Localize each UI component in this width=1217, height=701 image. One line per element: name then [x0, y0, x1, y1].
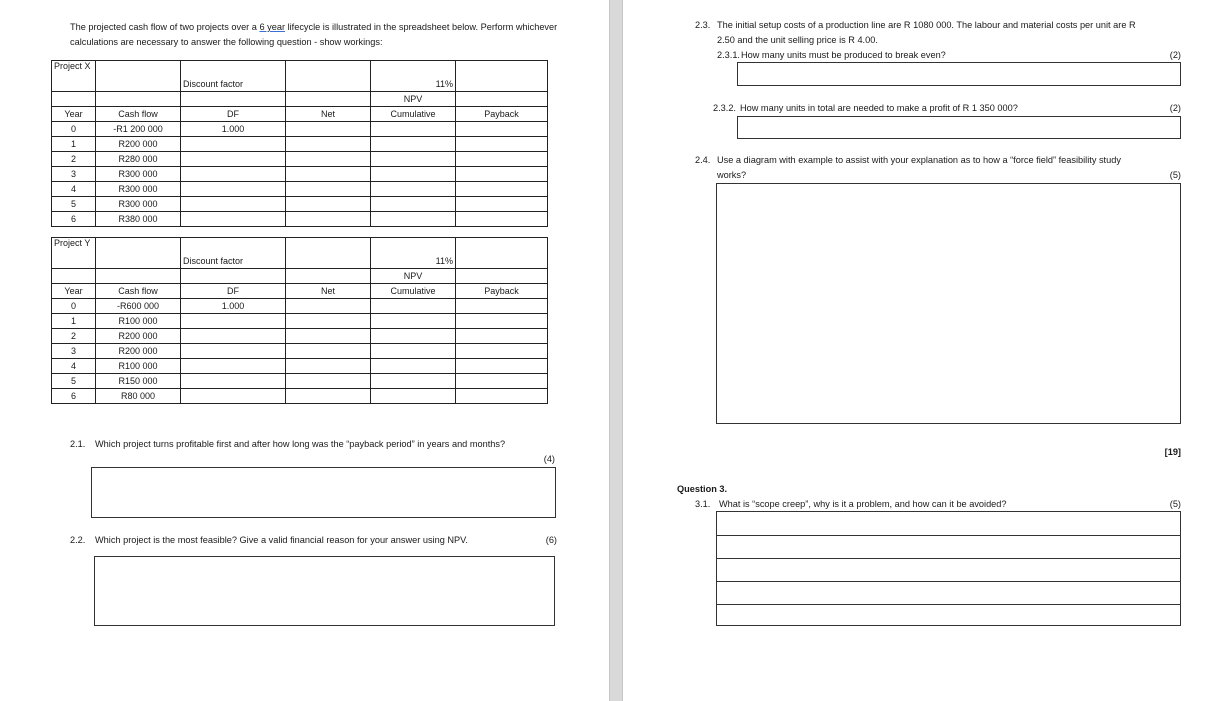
- cumulative-cell[interactable]: [371, 167, 456, 182]
- cumulative-cell[interactable]: [371, 299, 456, 314]
- year-cell: 0: [52, 299, 96, 314]
- project-x-label: Project X: [52, 61, 96, 92]
- net-cell[interactable]: [286, 212, 371, 227]
- table-row: [52, 344, 548, 359]
- q2-3-2-marks: (2): [1169, 103, 1181, 113]
- table-cell[interactable]: [286, 269, 371, 284]
- year-cell: 6: [52, 212, 96, 227]
- df-cell[interactable]: 1.000: [181, 122, 286, 137]
- df-cell[interactable]: [181, 329, 286, 344]
- project-y-table: [51, 237, 548, 404]
- year-cell: 3: [52, 344, 96, 359]
- table-cell[interactable]: [456, 92, 548, 107]
- table-cell[interactable]: [181, 269, 286, 284]
- payback-cell[interactable]: [456, 329, 548, 344]
- cumulative-cell[interactable]: [371, 212, 456, 227]
- intro-after: lifecycle is illustrated in the spreadsheet below. Perform whichever calculations are necessary to answer the following question - show workings:: [70, 22, 558, 47]
- q2-3-2-answer-box[interactable]: [737, 116, 1181, 139]
- cash-flow-cell: R80 000: [96, 389, 181, 404]
- col-year: Year: [52, 107, 96, 122]
- col-cumulative: Cumulative: [371, 107, 456, 122]
- table-row: [52, 137, 548, 152]
- payback-cell[interactable]: [456, 167, 548, 182]
- table-row: [52, 212, 548, 227]
- project-y-npv-label: NPV: [371, 269, 456, 284]
- project-y-rate: 11%: [371, 238, 456, 269]
- q2-4-number: 2.4.: [695, 155, 711, 165]
- table-row: [52, 152, 548, 167]
- q3-1-number: 3.1.: [695, 499, 711, 509]
- df-cell[interactable]: [181, 197, 286, 212]
- df-cell[interactable]: [181, 137, 286, 152]
- cash-flow-cell: R280 000: [96, 152, 181, 167]
- q2-2-number: 2.2.: [70, 535, 86, 545]
- col-cumulative: Cumulative: [371, 284, 456, 299]
- project-x-rate: 11%: [371, 61, 456, 92]
- cumulative-cell[interactable]: [371, 389, 456, 404]
- project-x-header-row: [52, 61, 548, 92]
- table-cell[interactable]: [456, 61, 548, 92]
- table-cell[interactable]: [286, 238, 371, 269]
- net-cell[interactable]: [286, 314, 371, 329]
- df-cell[interactable]: [181, 314, 286, 329]
- payback-cell[interactable]: [456, 182, 548, 197]
- col-cash-flow: Cash flow: [96, 107, 181, 122]
- answer-line: [717, 535, 1180, 536]
- payback-cell[interactable]: [456, 344, 548, 359]
- year-cell: 5: [52, 197, 96, 212]
- q2-3-1-text: How many units must be produced to break even?: [741, 50, 946, 60]
- year-cell: 0: [52, 122, 96, 137]
- table-row: [52, 359, 548, 374]
- cash-flow-cell: R100 000: [96, 359, 181, 374]
- table-cell[interactable]: [456, 269, 548, 284]
- df-cell[interactable]: [181, 167, 286, 182]
- table-row: [52, 167, 548, 182]
- table-row: [52, 329, 548, 344]
- cash-flow-cell: R300 000: [96, 182, 181, 197]
- total-marks: [19]: [1164, 447, 1181, 457]
- answer-line: [717, 604, 1180, 605]
- project-y-npv-row: [52, 269, 548, 284]
- q2-4-marks: (5): [1169, 170, 1181, 180]
- q2-2-answer-box[interactable]: [94, 556, 555, 626]
- payback-cell[interactable]: [456, 359, 548, 374]
- net-cell[interactable]: [286, 122, 371, 137]
- col-payback: Payback: [456, 107, 548, 122]
- table-cell[interactable]: [96, 92, 181, 107]
- project-x-npv-label: NPV: [371, 92, 456, 107]
- cumulative-cell[interactable]: [371, 329, 456, 344]
- cumulative-cell[interactable]: [371, 122, 456, 137]
- net-cell[interactable]: [286, 299, 371, 314]
- q2-3-line2: 2.50 and the unit selling price is R 4.00.: [717, 35, 878, 45]
- cash-flow-cell: R300 000: [96, 197, 181, 212]
- table-cell[interactable]: [96, 269, 181, 284]
- df-cell[interactable]: [181, 359, 286, 374]
- payback-cell[interactable]: [456, 137, 548, 152]
- payback-cell[interactable]: [456, 212, 548, 227]
- net-cell[interactable]: [286, 167, 371, 182]
- net-cell[interactable]: [286, 182, 371, 197]
- table-row: [52, 389, 548, 404]
- df-cell[interactable]: [181, 152, 286, 167]
- q2-3-2-text: How many units in total are needed to make a profit of R 1 350 000?: [740, 103, 1018, 113]
- table-row: [52, 197, 548, 212]
- year-cell: 2: [52, 329, 96, 344]
- year-cell: 5: [52, 374, 96, 389]
- table-cell[interactable]: [286, 92, 371, 107]
- df-cell[interactable]: 1.000: [181, 299, 286, 314]
- cumulative-cell[interactable]: [371, 344, 456, 359]
- intro-underlined: 6 year: [259, 22, 286, 32]
- payback-cell[interactable]: [456, 389, 548, 404]
- cumulative-cell[interactable]: [371, 197, 456, 212]
- table-cell[interactable]: [286, 61, 371, 92]
- right-page: [623, 0, 1217, 701]
- payback-cell[interactable]: [456, 122, 548, 137]
- col-payback: Payback: [456, 284, 548, 299]
- q3-1-text: What is “scope creep”, why is it a problem, and how can it be avoided?: [719, 499, 1007, 509]
- table-row: [52, 374, 548, 389]
- q3-1-answer-lines[interactable]: [716, 511, 1181, 626]
- col-cash-flow: Cash flow: [96, 284, 181, 299]
- cash-flow-cell: R150 000: [96, 374, 181, 389]
- payback-cell[interactable]: [456, 152, 548, 167]
- payback-cell[interactable]: [456, 197, 548, 212]
- table-cell[interactable]: [96, 238, 181, 269]
- col-net: Net: [286, 107, 371, 122]
- q2-4-line1: Use a diagram with example to assist with your explanation as to how a “force field” feasibility study: [717, 155, 1121, 165]
- net-cell[interactable]: [286, 152, 371, 167]
- cash-flow-cell: -R1 200 000: [96, 122, 181, 137]
- net-cell[interactable]: [286, 359, 371, 374]
- cumulative-cell[interactable]: [371, 374, 456, 389]
- payback-cell[interactable]: [456, 299, 548, 314]
- table-cell[interactable]: [181, 92, 286, 107]
- q2-1-text: Which project turns profitable first and after how long was the “payback period” in years and months?: [95, 439, 506, 449]
- cash-flow-cell: R380 000: [96, 212, 181, 227]
- col-df: DF: [181, 284, 286, 299]
- cumulative-cell[interactable]: [371, 137, 456, 152]
- intro-before: The projected cash flow of two projects over a: [70, 22, 260, 32]
- year-cell: 1: [52, 137, 96, 152]
- cash-flow-cell: R200 000: [96, 137, 181, 152]
- q3-1-marks: (5): [1169, 499, 1181, 509]
- table-row: [52, 314, 548, 329]
- q2-3-1-answer-box[interactable]: [737, 62, 1181, 86]
- q2-1-marks: (4): [543, 454, 555, 464]
- answer-line: [717, 558, 1180, 559]
- col-df: DF: [181, 107, 286, 122]
- year-cell: 4: [52, 359, 96, 374]
- project-x-discount-label: Discount factor: [181, 61, 286, 92]
- net-cell[interactable]: [286, 197, 371, 212]
- net-cell[interactable]: [286, 374, 371, 389]
- project-y-column-headers: [52, 284, 548, 299]
- df-cell[interactable]: [181, 182, 286, 197]
- q2-4-line2: works?: [717, 170, 747, 180]
- question-3-title: Question 3.: [677, 484, 728, 494]
- col-year: Year: [52, 284, 96, 299]
- q2-4-answer-box[interactable]: [716, 183, 1181, 424]
- year-cell: 1: [52, 314, 96, 329]
- year-cell: 6: [52, 389, 96, 404]
- project-y-discount-label: Discount factor: [181, 238, 286, 269]
- year-cell: 4: [52, 182, 96, 197]
- cumulative-cell[interactable]: [371, 359, 456, 374]
- payback-cell[interactable]: [456, 374, 548, 389]
- cash-flow-cell: R100 000: [96, 314, 181, 329]
- table-row: [52, 122, 548, 137]
- q2-3-1-number: 2.3.1.: [717, 50, 740, 60]
- net-cell[interactable]: [286, 329, 371, 344]
- table-cell[interactable]: [52, 92, 96, 107]
- q2-2-text: Which project is the most feasible? Give a valid financial reason for your answer using NPV.: [95, 535, 468, 545]
- q2-2-marks: (6): [545, 535, 557, 545]
- table-cell[interactable]: [96, 61, 181, 92]
- project-x-column-headers: [52, 107, 548, 122]
- cash-flow-cell: R300 000: [96, 167, 181, 182]
- q2-3-line1: The initial setup costs of a production line are R 1080 000. The labour and material costs per unit are R: [717, 20, 1136, 30]
- page-gutter: [609, 0, 623, 701]
- col-net: Net: [286, 284, 371, 299]
- payback-cell[interactable]: [456, 314, 548, 329]
- cash-flow-cell: -R600 000: [96, 299, 181, 314]
- cash-flow-cell: R200 000: [96, 329, 181, 344]
- df-cell[interactable]: [181, 344, 286, 359]
- q2-3-1-marks: (2): [1169, 50, 1181, 60]
- table-row: [52, 182, 548, 197]
- table-cell[interactable]: [456, 238, 548, 269]
- project-x-table: [51, 60, 548, 227]
- project-x-npv-row: [52, 92, 548, 107]
- net-cell[interactable]: [286, 389, 371, 404]
- project-y-label: Project Y: [52, 238, 96, 269]
- q2-3-number: 2.3.: [695, 20, 711, 30]
- year-cell: 3: [52, 167, 96, 182]
- answer-line: [717, 581, 1180, 582]
- table-row: [52, 299, 548, 314]
- year-cell: 2: [52, 152, 96, 167]
- df-cell[interactable]: [181, 389, 286, 404]
- cumulative-cell[interactable]: [371, 182, 456, 197]
- net-cell[interactable]: [286, 344, 371, 359]
- cash-flow-cell: R200 000: [96, 344, 181, 359]
- q2-1-number: 2.1.: [70, 439, 86, 449]
- table-cell[interactable]: [52, 269, 96, 284]
- df-cell[interactable]: [181, 374, 286, 389]
- cumulative-cell[interactable]: [371, 314, 456, 329]
- cumulative-cell[interactable]: [371, 152, 456, 167]
- project-y-header-row: [52, 238, 548, 269]
- intro-text: [70, 20, 570, 50]
- q2-3-2-number: 2.3.2.: [713, 103, 736, 113]
- q2-1-answer-box[interactable]: [91, 467, 556, 518]
- df-cell[interactable]: [181, 212, 286, 227]
- net-cell[interactable]: [286, 137, 371, 152]
